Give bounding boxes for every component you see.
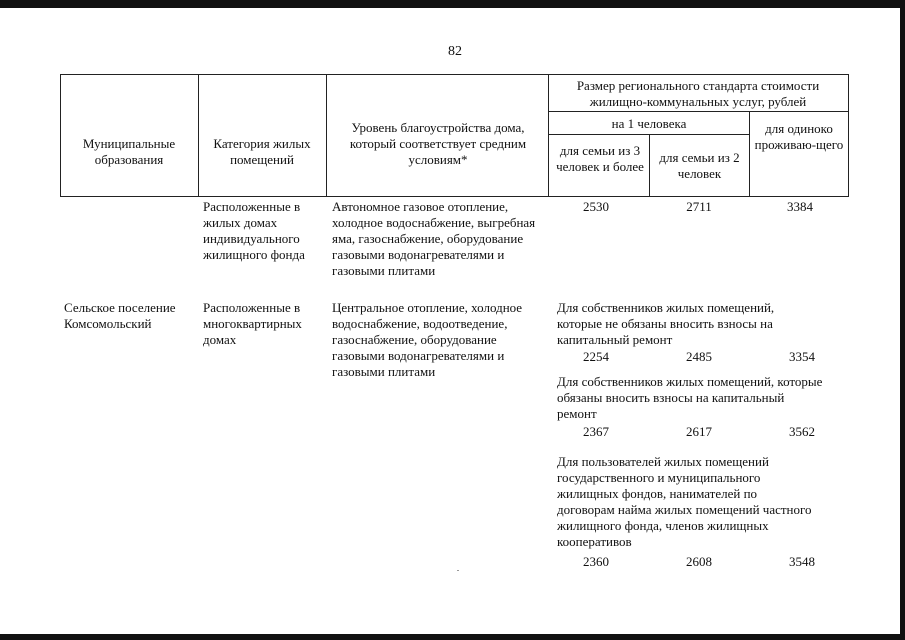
row-2-level: Центральное отопление, холодное водоснабжение, водоотведение, газоснабжение, оборудование газовыми водонагревателями и газовыми плитами: [332, 300, 523, 379]
row-2-subgroup-2-family-3-value: 2367: [583, 424, 609, 439]
row-2-subgroup-2-note: Для собственников жилых помещений, которые обязаны вносить взносы на капитальный ремонт: [557, 374, 823, 421]
column-divider-3: [548, 74, 549, 197]
municipality-name: Сельское поселение Комсомольский: [64, 300, 176, 331]
scan-speck: [457, 570, 459, 571]
header-bottom-border: [60, 196, 848, 197]
row-2-subgroup-2-family-2-value: 2617: [686, 424, 712, 439]
row-1-single-value: 3384: [787, 199, 813, 214]
header-family-2: для семьи из 2 человек: [659, 150, 740, 181]
header-single: для одиноко проживаю-щего: [754, 121, 844, 152]
scan-border-bottom: [0, 634, 905, 640]
header-municipal: Муниципальные образования: [82, 136, 176, 167]
scan-border-right: [900, 0, 905, 640]
standard-header-bottom-border: [548, 111, 848, 112]
row-2-category: Расположенные в многоквартирных домах: [203, 300, 302, 347]
header-level: Уровень благоустройства дома, который соответствует средним условиям*: [349, 120, 527, 167]
row-2-subgroup-2-single-value: 3562: [789, 424, 815, 439]
row-1-category: Расположенные в жилых домах индивидуального жилищного фонда: [203, 199, 305, 262]
table-top-border: [60, 74, 848, 75]
row-2-subgroup-1-note: Для собственников жилых помещений, которые не обязаны вносить взносы на капитальный ремонт: [557, 300, 775, 347]
row-2-subgroup-3-family-3-value: 2360: [583, 554, 609, 569]
row-2-subgroup-1-family-2-value: 2485: [686, 349, 712, 364]
row-2-subgroup-3-note: Для пользователей жилых помещений государственного и муниципального жилищных фондов, нанимателей по договорам найма жилых помещений частного жилищного фонда, членов жилищных кооперативов: [557, 454, 812, 549]
row-1-family-3-value: 2530: [583, 199, 609, 214]
row-2-subgroup-1-single-value: 3354: [789, 349, 815, 364]
row-2-subgroup-1-family-3-value: 2254: [583, 349, 609, 364]
row-2-subgroup-3-family-2-value: 2608: [686, 554, 712, 569]
header-standard: Размер регионального стандарта стоимости жилищно-коммунальных услуг, рублей: [576, 78, 820, 109]
row-1-family-2-value: 2711: [686, 199, 712, 214]
table-left-border: [60, 74, 61, 197]
table-right-border: [848, 74, 849, 197]
header-category: Категория жилых помещений: [213, 136, 311, 167]
header-family-3: для семьи из 3 человек и более: [556, 143, 644, 174]
row-2-subgroup-3-single-value: 3548: [789, 554, 815, 569]
column-divider-5: [749, 111, 750, 197]
column-divider-4: [649, 134, 650, 197]
column-divider-1: [198, 74, 199, 197]
page-number: 82: [448, 44, 462, 59]
column-divider-2: [326, 74, 327, 197]
header-per-person: на 1 человека: [611, 116, 687, 131]
scan-border-top: [0, 0, 905, 8]
row-1-level: Автономное газовое отопление, холодное водоснабжение, выгребная яма, газоснабжение, оборудование газовыми водонагревателями и газовыми плитами: [332, 199, 536, 278]
